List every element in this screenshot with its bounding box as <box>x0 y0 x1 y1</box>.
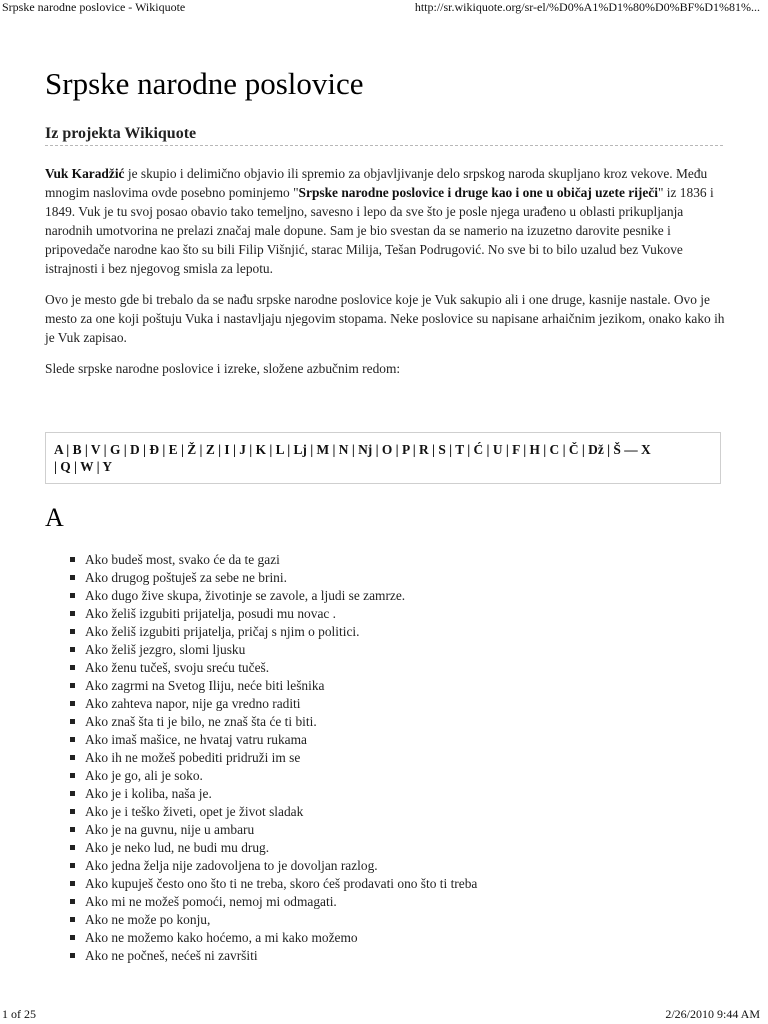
proverb-text: Ako želiš jezgro, slomi ljusku <box>85 642 246 657</box>
proverb-text: Ako dugo žive skupa, životinje se zavole, a ljudi se zamrze. <box>85 588 406 603</box>
page-subtitle: Iz projekta Wikiquote <box>45 125 723 146</box>
proverb-text: Ako jedna želja nije zadovoljena to je dovoljan razlog. <box>85 858 378 873</box>
proverb-text: Ako ne možemo kako hoćemo, a mi kako možemo <box>85 930 358 945</box>
list-item <box>70 605 477 623</box>
proverb-text: Ako budeš most, svako će da te gazi <box>85 552 280 567</box>
bullet-icon <box>70 665 75 670</box>
bullet-icon <box>70 611 75 616</box>
bullet-icon <box>70 917 75 922</box>
bullet-icon <box>70 863 75 868</box>
bullet-icon <box>70 557 75 562</box>
proverb-text: Ako ne može po konju, <box>85 912 211 927</box>
bullet-icon <box>70 683 75 688</box>
page-title: Srpske narodne poslovice <box>45 66 364 101</box>
bullet-icon <box>70 827 75 832</box>
intro-text-2: " iz 1836 i 1849. Vuk je tu svoj posao obavio tako temeljno, savesno i lepo da sve što je posle njega urađeno u oblasti prikupljanja narodnih umotvorina ne prelazi značaj male dopune. Sam je bio svestan da se namerio na izuzetno darovite pesnike i pripovedače narodne kao što su bili Filip Višnjić, starac Milija, Tešan Podrugović. No sve bi to bilo uzalud bez Vukove istrajnosti i bez njegovog smisla za lepotu. <box>45 185 714 276</box>
proverb-text: Ako je i teško živeti, opet je život sladak <box>85 804 304 819</box>
list-item <box>70 803 477 821</box>
list-item <box>70 839 477 857</box>
proverb-text: Ako drugog poštuješ za sebe ne brini. <box>85 570 287 585</box>
proverb-text: Ako mi ne možeš pomoći, nemoj mi odmagati. <box>85 894 337 909</box>
window-title: Srpske narodne poslovice - Wikiquote <box>2 0 186 14</box>
proverb-text: Ako je neko lud, ne budi mu drug. <box>85 840 270 855</box>
list-item <box>70 749 477 767</box>
intro-text-1: je skupio i delimično objavio ili spremio za objavljivanje delo srpskog naroda skupljano kroz vekove. Među mnogim naslovima ovde posebno pominjemo " <box>45 166 708 200</box>
list-item <box>70 551 477 569</box>
bullet-icon <box>70 575 75 580</box>
print-timestamp: 2/26/2010 9:44 AM <box>665 1007 760 1021</box>
page-indicator: 1 of 25 <box>2 1007 36 1021</box>
bullet-icon <box>70 701 75 706</box>
proverb-text: Ako ne počneš, nećeš ni završiti <box>85 948 258 963</box>
list-item <box>70 875 477 893</box>
list-item <box>70 731 477 749</box>
alphabet-line-1[interactable]: A | B | V | G | D | Đ | E | Ž | Z | I | J | K | L | Lj | M | N | Nj | O | P | R | S | T | Ć | U | F | H | C | Č | Dž | Š — X <box>54 442 651 457</box>
list-item <box>70 677 477 695</box>
alphabet-index <box>45 432 721 484</box>
section-heading-a: A <box>45 503 64 532</box>
article-content <box>45 164 725 390</box>
bullet-icon <box>70 593 75 598</box>
list-item <box>70 623 477 641</box>
list-item <box>70 587 477 605</box>
proverb-list <box>70 551 477 965</box>
proverb-text: Ako ih ne možeš pobediti pridruži im se <box>85 750 301 765</box>
proverb-text: Ako imaš mašice, ne hvataj vatru rukama <box>85 732 307 747</box>
bullet-icon <box>70 773 75 778</box>
list-item <box>70 947 477 965</box>
list-item <box>70 767 477 785</box>
bullet-icon <box>70 953 75 958</box>
list-item <box>70 821 477 839</box>
bullet-icon <box>70 719 75 724</box>
proverb-text: Ako ženu tučeš, svoju sreću tučeš. <box>85 660 270 675</box>
proverb-text: Ako je go, ali je soko. <box>85 768 203 783</box>
bullet-icon <box>70 935 75 940</box>
proverb-text: Ako želiš izgubiti prijatelja, posudi mu novac . <box>85 606 337 621</box>
bullet-icon <box>70 647 75 652</box>
bullet-icon <box>70 899 75 904</box>
list-item <box>70 695 477 713</box>
page-url: http://sr.wikiquote.org/sr-el/%D0%A1%D1%80%D0%BF%D1%81%... <box>414 0 760 14</box>
author-link[interactable]: Vuk Karadžić <box>45 166 125 181</box>
list-item <box>70 929 477 947</box>
list-item <box>70 911 477 929</box>
list-item <box>70 569 477 587</box>
paragraph-3: Slede srpske narodne poslovice i izreke, složene azbučnim redom: <box>45 361 401 376</box>
proverb-text: Ako znaš šta ti je bilo, ne znaš šta će ti biti. <box>85 714 317 729</box>
intro-paragraph <box>45 164 725 278</box>
list-item <box>70 785 477 803</box>
paragraph-2: Ovo je mesto gde bi trebalo da se nađu srpske narodne poslovice koje je Vuk sakupio ali i one druge, kasnije nastale. Ovo je mesto za one koji poštuju Vuka i nastavljaju njegovim stopama. Neke poslovice su napisane arhaičnim jezikom, onako kako ih je Vuk zapisao. <box>45 292 725 345</box>
list-item <box>70 857 477 875</box>
proverb-text: Ako želiš izgubiti prijatelja, pričaj s njim o politici. <box>85 624 360 639</box>
list-item <box>70 659 477 677</box>
alphabet-line-2[interactable]: | Q | W | Y <box>54 459 113 474</box>
bullet-icon <box>70 845 75 850</box>
proverb-text: Ako je i koliba, naša je. <box>85 786 212 801</box>
bullet-icon <box>70 629 75 634</box>
bullet-icon <box>70 737 75 742</box>
list-item <box>70 641 477 659</box>
bullet-icon <box>70 809 75 814</box>
list-item <box>70 713 477 731</box>
proverb-text: Ako zagrmi na Svetog Iliju, neće biti lešnika <box>85 678 325 693</box>
proverb-text: Ako kupuješ često ono što ti ne treba, skoro ćeš prodavati ono što ti treba <box>85 876 478 891</box>
proverb-text: Ako zahteva napor, nije ga vredno raditi <box>85 696 301 711</box>
list-item <box>70 893 477 911</box>
bullet-icon <box>70 791 75 796</box>
proverb-text: Ako je na guvnu, nije u ambaru <box>85 822 255 837</box>
bullet-icon <box>70 755 75 760</box>
bullet-icon <box>70 881 75 886</box>
book-title: Srpske narodne poslovice i druge kao i one u običaj uzete riječi <box>298 185 658 200</box>
